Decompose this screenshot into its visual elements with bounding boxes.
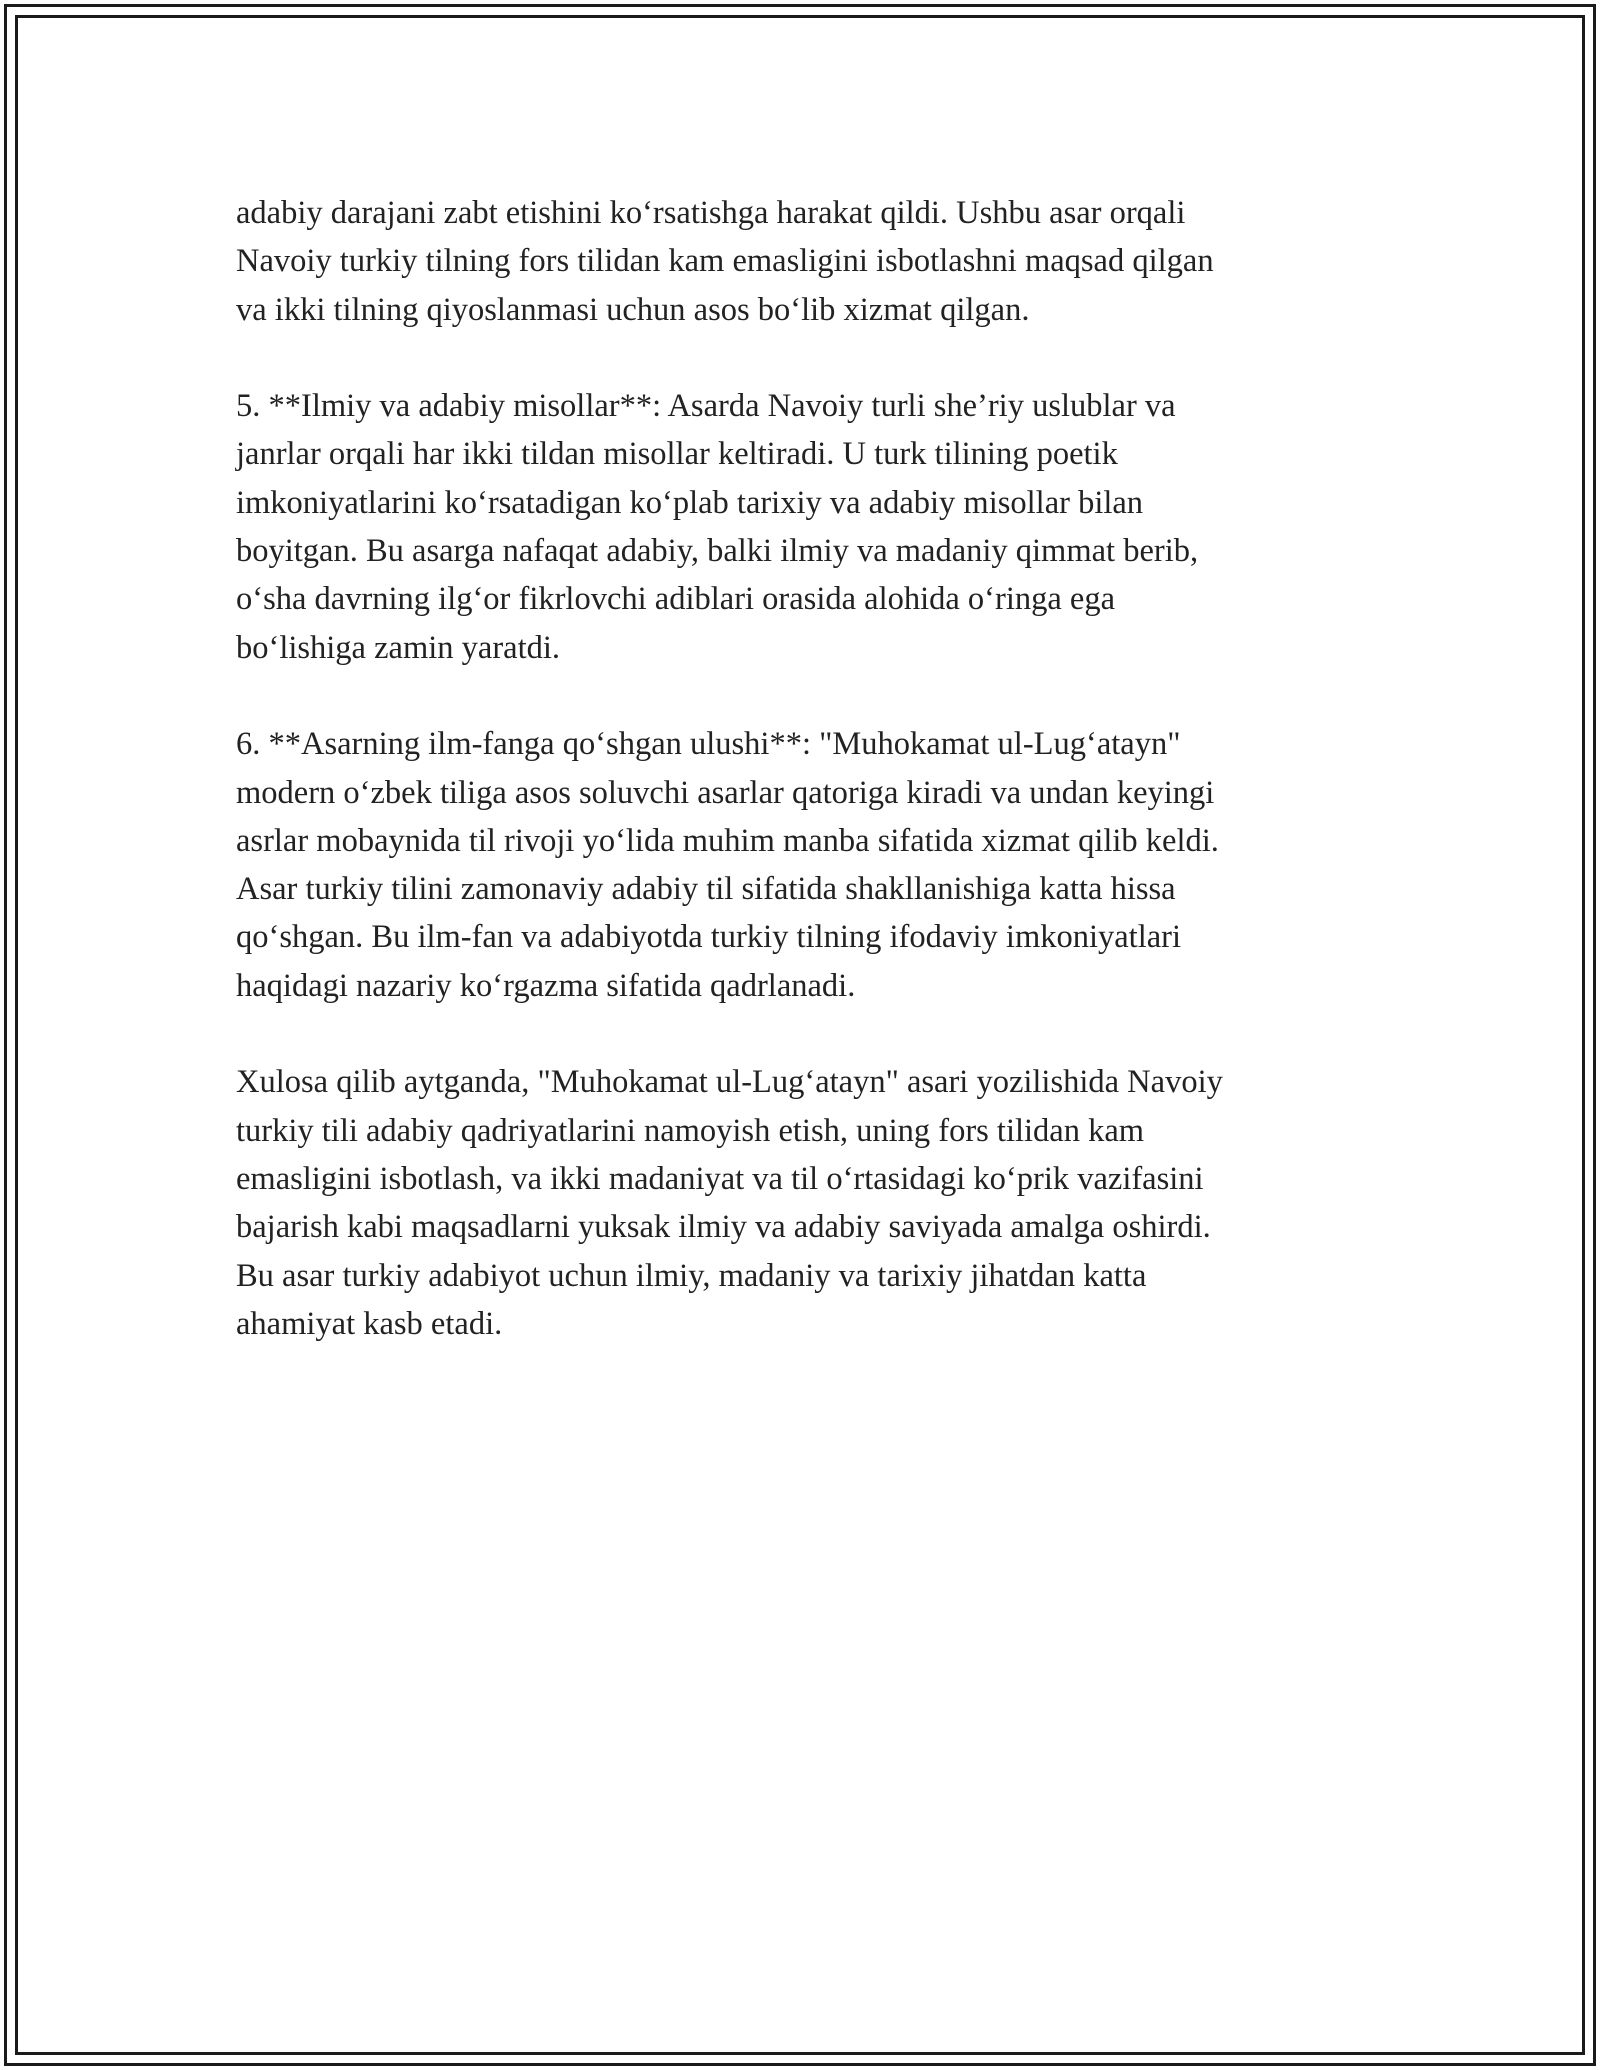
document-body (236, 189, 1366, 1396)
paragraph-continuation: adabiy darajani zabt etishini ko‘rsatishga harakat qildi. Ushbu asar orqali Navoiy turkiy tilning fors tilidan kam emasligini isbotlashni maqsad qilgan va ikki tilning qiyoslanmasi uchun asos bo‘lib xizmat qilgan. (236, 195, 1214, 328)
paragraph-conclusion: Xulosa qilib aytganda, "Muhokamat ul-Lug‘atayn" asari yozilishida Navoiy turkiy tili adabiy qadriyatlarini namoyish etish, uning fors tilidan kam emasligini isbotlash, va ikki madaniyat va til o‘rtasidagi ko‘prik vazifasini bajarish kabi maqsadlarni yuksak ilmiy va adabiy saviyada amalga oshirdi. Bu asar turkiy adabiyot uchun ilmiy, madaniy va tarixiy jihatdan katta ahamiyat kasb etadi. (236, 1064, 1223, 1342)
paragraph-point-5: 5. **Ilmiy va adabiy misollar**: Asarda Navoiy turli she’riy uslublar va janrlar orqali har ikki tildan misollar keltiradi. U turk tilining poetik imkoniyatlarini ko‘rsatadigan ko‘plab tarixiy va adabiy misollar bilan boyitgan. Bu asarga nafaqat adabiy, balki ilmiy va madaniy qimmat berib, o‘sha davrning ilg‘or fikrlovchi adiblari orasida alohida o‘ringa ega bo‘lishiga zamin yaratdi. (236, 388, 1199, 666)
paragraph-point-6: 6. **Asarning ilm-fanga qo‘shgan ulushi**: "Muhokamat ul-Lug‘atayn" modern o‘zbek tiliga asos soluvchi asarlar qatoriga kiradi va undan keyingi asrlar mobaynida til rivoji yo‘lida muhim manba sifatida xizmat qilib keldi. Asar turkiy tilini zamonaviy adabiy til sifatida shakllanishiga katta hissa qo‘shgan. Bu ilm-fan va adabiyotda turkiy tilning ifodaviy imkoniyatlari haqidagi nazariy ko‘rgazma sifatida qadrlanadi. (236, 726, 1219, 1004)
